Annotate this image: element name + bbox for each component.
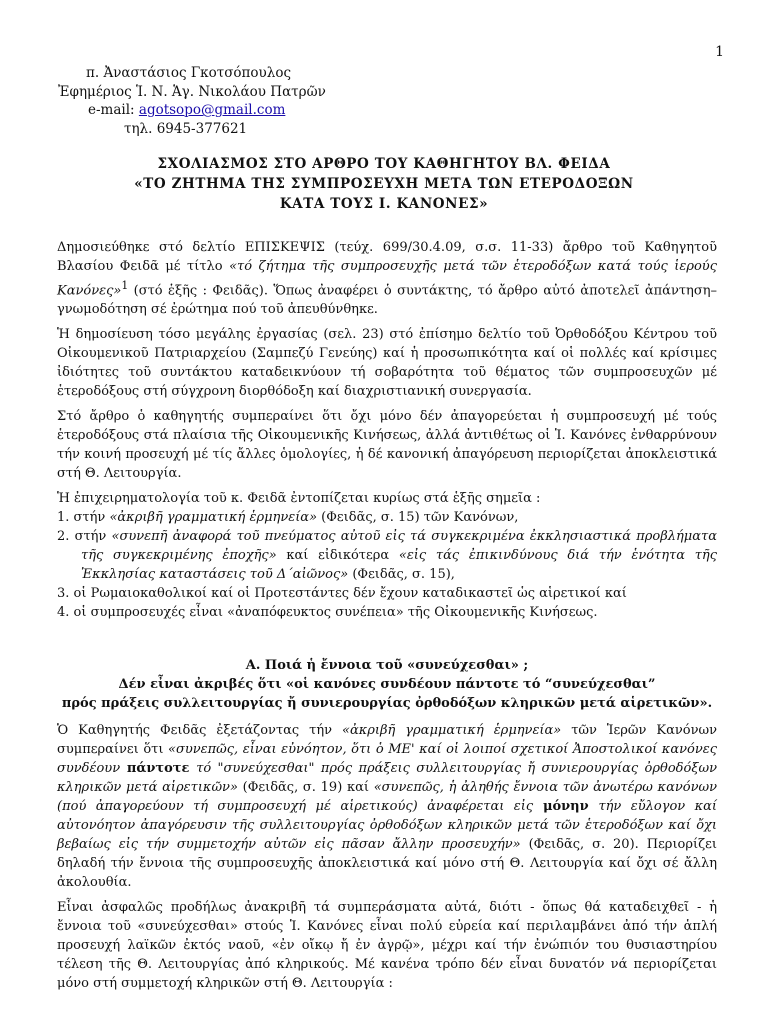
point-italic: «ἀκριβῆ γραμματική ἑρμηνεία» (109, 510, 318, 526)
email-label: e-mail: (88, 102, 135, 118)
point-italic: «εἰς τάς ἐπικινδύνους διά τήν ἑνότητα τῆς Ἐκκλησίας καταστάσεις τοῦ Δ΄αἰῶνος» (81, 548, 717, 583)
point-text: (Φειδᾶς, σ. 15), (348, 567, 455, 583)
p5-emphasis: πάντοτε (120, 761, 197, 777)
point-italic: «συνεπῆ ἀναφορά τοῦ πνεύματος αὐτοῦ εἰς τά συγκεκριμένα ἐκκλησιαστικά προβλήματα τῆς συγκεκριμένης ἐποχῆς» (81, 529, 717, 564)
point-text: 1. στήν (57, 510, 110, 526)
p5-text: τῶν Ἱερῶν Κανόνων συμπεραίνει ὅτι (57, 723, 717, 758)
section-a-title: Α. Ποιά ἡ ἔννοια τοῦ «συνεύχεσθαι» ; (245, 658, 529, 674)
p5-text: (Φειδᾶς, σ. 20). Περιορίζει δηλαδή τήν ἔννοια τῆς συμπροσευχῆς ἀποκλειστικά καί μόνο στή Θ. Λειτουργία καί ὄχι σέ ἄλλη ἀκολουθία. (57, 837, 717, 891)
paragraph-6: Εἶναι ἀσφαλῶς προδήλως ἀνακριβῆ τά συμπεράσματα αὐτά, διότι - ὅπως θά καταδειχθεῖ - ἡ ἔννοια τοῦ «συνεύχεσθαι» στούς Ἱ. Κανόνες εἶναι πολύ εὐρεία καί περιλαμβάνει ἀπό τήν ἁπλή προσευχή λαϊκῶν ἐκτός ναοῦ, «ἐν οἴκῳ ἤ ἐν ἀγρῷ», μέχρι καί τήν ἐνώπιόν του θυσιαστηρίου τέλεση τῆς Θ. Λειτουργίας ἀπό κληρικούς. Μέ κανένα τρόπο δέν εἶναι δυνατόν νά περιορίζεται μόνο στή συμμετοχή κληρικῶν στή Θ. Λειτουργία : (57, 900, 717, 992)
p5-quote: «συνεπῶς, ἡ ἀληθής ἔννοια τῶν ἀνωτέρω κανόνων (πού ἀπαγορεύουν τή συμπροσευχή μέ αἱρετικούς) ἀναφέρεται εἰς (57, 780, 717, 815)
sender-position: Ἐφημέριος Ἱ. Ν. Ἁγ. Νικολάου Πατρῶν (58, 83, 326, 100)
paragraph-2: Ἡ δημοσίευση τόσο μεγάλης ἐργασίας (σελ. 23) στό ἐπίσημο δελτίο τοῦ Ὀρθοδόξου Κέντρου τοῦ Οἰκουμενικοῦ Πατριαρχείου (Σαμπεζύ Γενεύης) καί ἡ προσωπικότητα καί οἱ πολλές καί κρίσιμες ἰδιότητες τοῦ συντάκτου καταδεικνύουν τή σοβαρότητα τοῦ θέματος τῶν συμπροσευχῶν μέ ἑτεροδόξους στή σύγχρονη διορθόδοξη καί διαχριστιανική συνεργασία. (57, 327, 717, 400)
list-item (57, 527, 717, 584)
sender-email-line (58, 101, 326, 120)
section-a-subtitle-1: Δέν εἶναι ἀκριβές ὅτι «οἱ κανόνες συνδέουν πάντοτε τό “συνεύχεσθαι” (118, 677, 656, 693)
paragraph-4-intro: Ἡ ἐπιχειρηματολογία τοῦ κ. Φειδᾶ ἐντοπίζεται κυρίως στά ἑξῆς σημεῖα : (57, 491, 541, 507)
points-list (57, 508, 717, 622)
list-item: 4. οἱ συμπροσευχές εἶναι «ἀναπόφευκτος συνέπεια» τῆς Οἰκουμενικῆς Κινήσεως. (57, 605, 598, 621)
paragraph-3: Στό ἄρθρο ὁ καθηγητής συμπεραίνει ὅτι ὄχι μόνο δέν ἀπαγορεύεται ἡ συμπροσευχή μέ τούς ἑτεροδόξους στά πλαίσια τῆς Οἰκουμενικῆς Κινήσεως, ἀλλά ἀντιθέτως οἱ Ἱ. Κανόνες ἐνθαρρύνουν τήν κοινή προσευχή μέ τίς ἄλλες ὁμολογίες, ἡ δέ κανονική ἀπαγόρευση περιορίζεται ἀποκλειστικά στή Θ. Λειτουργία. (57, 409, 717, 482)
p1-text-b: (στό ἑξῆς : Φειδᾶς). Ὅπως ἀναφέρει ὁ συντάκτης, τό ἄρθρο αὐτό ἀποτελεῖ ἀπάντηση–γνωμοδότηση σέ ἐρώτημα πού τοῦ ἀπευθύνθηκε. (57, 283, 717, 318)
paragraph-1 (57, 238, 717, 319)
title-line-1: ΣΧΟΛΙΑΣΜΟΣ ΣΤΟ ΑΡΘΡΟ ΤΟΥ ΚΑΘΗΓΗΤΟΥ ΒΛ. ΦΕΙΔΑ (157, 156, 611, 172)
sender-phone: τηλ. 6945-377621 (124, 120, 248, 137)
section-a-subtitle-2: πρός πράξεις συλλειτουργίας ἤ συνιερουργίας ὀρθοδόξων κληρικῶν μετά αἱρετικῶν». (61, 696, 713, 712)
sender-name: π. Ἀναστάσιος Γκοτσόπουλος (86, 65, 292, 81)
p1-text-a: Δημοσιεύθηκε στό δελτίο ΕΠΙΣΚΕΨΙΣ (τεύχ. 699/30.4.09, σ.σ. 11-33) ἄρθρο τοῦ Καθηγητοῦ Βλασίου Φειδᾶ μέ τίτλο (57, 240, 717, 274)
point-text: 2. στήν (57, 529, 112, 545)
sender-block (58, 64, 326, 138)
section-a-heading (57, 656, 717, 713)
p1-italic-title: «τό ζήτημα τῆς συμπροσευχῆς μετά τῶν ἑτεροδόξων κατά τούς ἱερούς Κανόνες» (57, 259, 717, 299)
paragraph-5 (57, 721, 717, 892)
p5-emphasis: μόνην (533, 799, 599, 815)
document-body (57, 238, 717, 999)
footnote-ref: 1 (121, 279, 129, 292)
p5-text: Ὁ Καθηγητής Φειδᾶς ἐξετάζοντας τήν (57, 723, 343, 739)
p5-text: (Φειδᾶς, σ. 19) καί (237, 780, 374, 796)
title-line-3: ΚΑΤΑ ΤΟΥΣ Ι. ΚΑΝΟΝΕΣ» (279, 196, 489, 212)
p5-quote: τό "συνεύχεσθαι" πρός πράξεις συλλειτουργίας ἤ συνιερουργίας ὀρθοδόξων κληρικῶν μετά αἱρετικῶν» (57, 761, 717, 796)
p5-quote: «ἀκριβῆ γραμματική ἑρμηνεία» (342, 723, 562, 739)
p5-quote: τήν εὔλογον καί αὐτονόητον ἀπαγόρευσιν τῆς συλλειτουργίας ὀρθοδόξων κληρικῶν μετά τῶν ἑτεροδόξων καί ὄχι βεβαίως εἰς τήν συμμετοχήν αὐτῶν εἰς πᾶσαν ἄλλην προσευχήν» (57, 799, 717, 853)
list-item (57, 508, 717, 527)
p5-quote: «συνεπῶς, εἶναι εὐνόητον, ὅτι ὁ ΜΕ' καί οἱ λοιποί σχετικοί Ἀποστολικοί κανόνες συνδέουν (57, 742, 717, 777)
page-number: 1 (715, 44, 724, 60)
title-line-2: «ΤΟ ΖΗΤΗΜΑ ΤΗΣ ΣΥΜΠΡΟΣΕΥΧΗ ΜΕΤΑ ΤΩΝ ΕΤΕΡΟΔΟΞΩΝ (134, 176, 634, 192)
list-item: 3. οἱ Ρωμαιοκαθολικοί καί οἱ Προτεστάντες δέν ἔχουν καταδικαστεῖ ὡς αἱρετικοί καί (57, 586, 627, 602)
point-text: καί εἰδικότερα (276, 548, 399, 564)
document-title (60, 154, 708, 214)
email-link[interactable]: agotsopo@gmail.com (138, 102, 286, 118)
point-text: (Φειδᾶς, σ. 15) τῶν Κανόνων, (317, 510, 519, 526)
